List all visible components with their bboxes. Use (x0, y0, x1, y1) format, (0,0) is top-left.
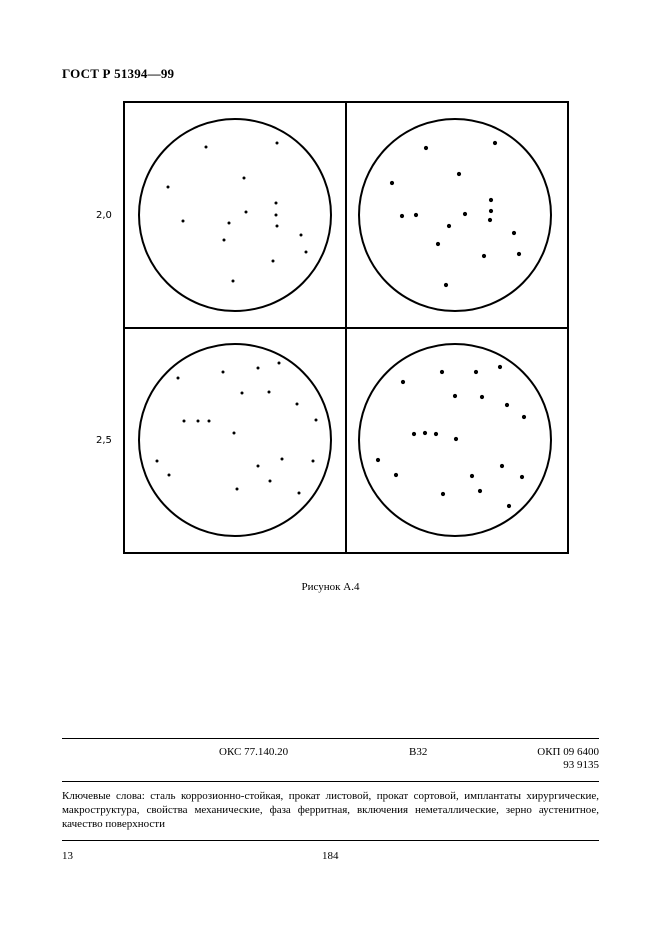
inclusion-dot (453, 394, 457, 398)
inclusion-dot (183, 420, 186, 423)
inclusion-dot (168, 474, 171, 477)
inclusion-dot (156, 460, 159, 463)
okp-line-1: ОКП 09 6400 (537, 746, 599, 758)
inclusion-dot (275, 202, 278, 205)
inclusion-dot (205, 146, 208, 149)
inclusion-dot (489, 198, 493, 202)
inclusion-dot (401, 380, 405, 384)
inclusion-dot (507, 504, 511, 508)
inclusion-dot (278, 362, 281, 365)
inclusion-dot (269, 480, 272, 483)
inclusion-dot (463, 212, 467, 216)
inclusion-dot (257, 465, 260, 468)
inclusion-dot (424, 146, 428, 150)
divider-middle (62, 781, 599, 782)
figure-caption: Рисунок А.4 (301, 581, 360, 593)
inclusion-dot (272, 260, 275, 263)
inclusion-dot (275, 214, 278, 217)
inclusion-dot (390, 181, 394, 185)
inclusion-dot (208, 420, 211, 423)
inclusion-dot (447, 224, 451, 228)
inclusion-dot (400, 214, 404, 218)
inclusion-dot (500, 464, 504, 468)
inclusion-dot (276, 142, 279, 145)
inclusion-dot (440, 370, 444, 374)
inclusion-dot (228, 222, 231, 225)
page-number-center: 184 (322, 850, 339, 862)
inclusion-dot (276, 225, 279, 228)
inclusion-dot (480, 395, 484, 399)
okp-line-2: 93 9135 (563, 759, 599, 771)
inclusion-dot (493, 141, 497, 145)
category-code: В32 (409, 746, 428, 758)
inclusion-dot (505, 403, 509, 407)
inclusion-dot (268, 391, 271, 394)
okp-code (537, 746, 599, 772)
inclusion-dot (232, 280, 235, 283)
inclusion-dot (236, 488, 239, 491)
inclusion-dot (223, 239, 226, 242)
inclusion-dot (300, 234, 303, 237)
inclusion-dot (376, 458, 380, 462)
inclusion-dot (423, 431, 427, 435)
sample-circle-3 (139, 344, 331, 536)
inclusion-dot (312, 460, 315, 463)
sample-circle-1 (139, 119, 331, 311)
row-label-1: 2,0 (96, 210, 112, 221)
inclusion-dot (222, 371, 225, 374)
oks-code: ОКС 77.140.20 (219, 746, 289, 758)
inclusion-dot (394, 473, 398, 477)
inclusion-dot (243, 177, 246, 180)
inclusion-dot (512, 231, 516, 235)
divider-top (62, 738, 599, 739)
inclusion-dot (522, 415, 526, 419)
inclusion-dot (470, 474, 474, 478)
inclusion-dot (257, 367, 260, 370)
inclusion-dot (315, 419, 318, 422)
inclusion-dot (478, 489, 482, 493)
page-number-left: 13 (62, 850, 73, 862)
keywords-paragraph: Ключевые слова: сталь коррозионно-стойкая, прокат листовой, прокат сортовой, имплантаты хирургические, макроструктура, свойства механические, фаза ферритная, включения неметаллические, зерно аустенитное, качество поверхности (62, 790, 599, 830)
inclusion-dot (412, 432, 416, 436)
inclusion-dot (488, 218, 492, 222)
inclusion-dot (414, 213, 418, 217)
inclusion-dot (436, 242, 440, 246)
row-label-2: 2,5 (96, 435, 112, 446)
inclusion-dot (457, 172, 461, 176)
inclusion-dot (454, 437, 458, 441)
inclusion-dot (298, 492, 301, 495)
inclusion-dot (241, 392, 244, 395)
inclusion-dots (156, 141, 527, 508)
inclusion-dot (482, 254, 486, 258)
inclusion-dot (182, 220, 185, 223)
inclusion-dot (167, 186, 170, 189)
document-header: ГОСТ Р 51394—99 (62, 66, 175, 81)
inclusion-dot (434, 432, 438, 436)
inclusion-dot (177, 377, 180, 380)
sample-circle-2 (359, 119, 551, 311)
inclusion-dot (489, 209, 493, 213)
inclusion-dot (296, 403, 299, 406)
inclusion-dot (517, 252, 521, 256)
inclusion-dot (305, 251, 308, 254)
inclusion-dot (197, 420, 200, 423)
inclusion-dot (233, 432, 236, 435)
inclusion-dot (444, 283, 448, 287)
inclusion-dot (245, 211, 248, 214)
inclusion-dot (474, 370, 478, 374)
inclusion-dot (441, 492, 445, 496)
inclusion-dot (498, 365, 502, 369)
inclusion-dot (520, 475, 524, 479)
inclusion-dot (281, 458, 284, 461)
divider-bottom (62, 840, 599, 841)
